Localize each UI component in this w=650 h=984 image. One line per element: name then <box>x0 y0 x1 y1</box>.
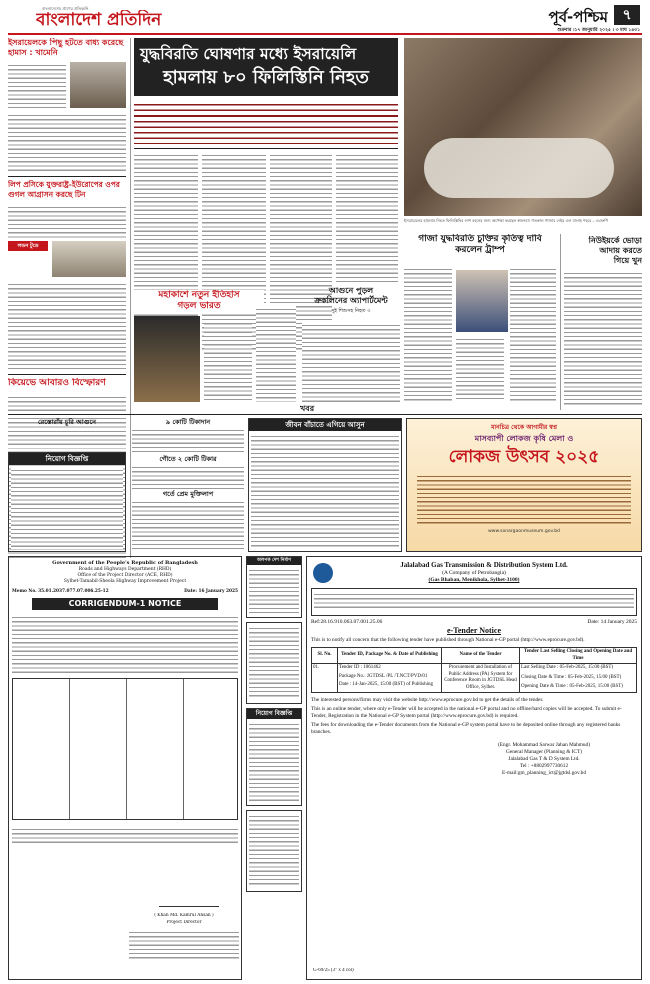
bachate-ad <box>248 418 402 552</box>
niyog-title: নিয়োগ বিজ্ঞপ্তি <box>9 453 125 465</box>
space-photo <box>134 316 200 402</box>
gov-heading: Government of the People's Republic of Bangladesh <box>52 560 198 566</box>
story2-photo <box>52 241 126 277</box>
sign-name: (Engr. Mohammad Sarwar Jahan Mahmud) <box>498 742 590 748</box>
newspaper-logo: বাংলাদেশ প্রতিদিন <box>36 10 162 30</box>
trump-photo <box>456 270 508 332</box>
sign-email: E-mail:gm_planning_ict@jgtdsl.gov.bd <box>502 770 586 776</box>
lokaj-title: লোকজ উৎসব ২০২৫ <box>448 447 600 467</box>
fire-headline <box>302 286 400 316</box>
section-name: পূর্ব-পশ্চিম <box>548 8 608 26</box>
etender-intro: This is to notify all concern that the following tender have published through National e-GP portal (http://www.eprocure.gov.bd). <box>311 637 585 643</box>
tagline: বাংলাদেশের প্রাণের প্রতিধ্বনি <box>42 6 89 11</box>
lokaj-ad <box>406 418 642 552</box>
gov-sub3: Sylhet-Tamabil-Sheola Highway Improvement Project <box>63 579 187 584</box>
row-pub: Date : 14-Jan-2025, 15:00 (BST) of Publishing <box>339 682 434 687</box>
gaza-text-col3 <box>510 266 556 402</box>
lokaj-top: মানচিত্র থেকে আগামীর স্বপ্ন <box>491 424 557 431</box>
khamenei-photo <box>70 62 126 108</box>
gov-date: Date: 16 January 2025 <box>184 589 238 594</box>
niyog-ad <box>8 452 126 552</box>
fire-headline-line1: আগুনে পুড়ল <box>328 286 374 295</box>
gd-code: G-69/25 (3" x 4 col) <box>313 968 354 973</box>
rhd-notice <box>8 556 242 980</box>
fire-subheadline: দুই শিশুসহ নিহত ৩ <box>331 308 371 314</box>
jgtdsl-logo <box>313 563 333 583</box>
gov-memo: Memo No. 35.01.2037.077.07.006.25-12 <box>12 589 109 594</box>
jgtdsl-sub: (A Company of Petrobangla) <box>442 570 506 576</box>
row-name: Procurement and Installation of Public Address (PA) System for Conference Room in JGTDSL Head Office, Sylhet. <box>442 664 520 693</box>
lokaj-sub: মাসব্যাপী লোকজ কৃষি মেলা ও <box>474 434 574 443</box>
gaza-text-col1 <box>404 266 452 402</box>
space-text-col1 <box>204 316 252 402</box>
space-headline-line2: গড়ল ভারত <box>177 301 221 311</box>
etender-title: e-Tender Notice <box>447 626 501 635</box>
corrigendum-title: CORRIGENDUM-1 NOTICE <box>32 598 218 610</box>
masthead-rule <box>8 33 642 35</box>
story3-headline: কিয়েভে আবারও বিস্ফোরণ <box>8 378 106 388</box>
story2-text <box>8 204 126 238</box>
space-text-col2 <box>256 306 296 402</box>
khan-sign: ( Khan Md. Kamrul Ahsan ) <box>154 913 214 918</box>
bottom-col1-text <box>8 428 126 448</box>
main-lede <box>134 100 398 144</box>
khobor-label: খবর <box>300 404 315 413</box>
main-headline-line1: যুদ্ধবিরতি ঘোষণার মধ্যে ইসরায়েলি <box>140 45 357 63</box>
main-photo-caption: ইসরায়েলের হামলার নিহত ফিলিস্তিনির লাশ বহনের জন্য অপেক্ষা করছেন স্বজনরা। গতকাল গাজার দেইর এল বালাহ শহরে – এএফপি <box>404 218 609 223</box>
bachate-title: জীবন বাঁচাতে এগিয়ে আসুন <box>249 419 401 431</box>
sign-title: General Manager (Planning & ICT) <box>506 749 582 755</box>
gov-sub2: Office of the Project Director (ACE, RHD) <box>77 573 173 578</box>
lokaj-url: www.sonargaonmuseum.gov.bd <box>488 529 560 534</box>
main-headline-line2: হামলায় ৮০ ফিলিস্তিনি নিহত <box>163 67 369 88</box>
gaza-text-col2 <box>456 336 504 402</box>
nyc-headline-line2: আদায় করতে <box>599 246 642 255</box>
th-last: Tender Last Selling Closing and Opening Date and Time <box>520 648 637 664</box>
gaza-headline: গাজা যুদ্ধবিরতি চুক্তির কৃতিত্ব দাবি করলেন ট্রাম্প <box>418 234 542 255</box>
jgtdsl-name: Jalalabad Gas Transmission & Distribution System Ltd. <box>400 561 568 569</box>
th-sl: Sl. No. <box>312 648 338 664</box>
etender-note2: This is an online tender, where only e-Tender will be accepted in the national e-GP portal and no offline/hard copies will be accepted. To submit e-Tender, Registration in the National e-GP System portal (http://www.eprocure.gov.bd) is required. <box>311 706 622 719</box>
space-headline <box>134 290 264 312</box>
main-body-col4 <box>336 152 398 282</box>
bottom-col2-headline: ৯ কোটি টিকাদান <box>165 418 211 426</box>
main-headline <box>134 38 398 96</box>
main-photo <box>404 38 642 216</box>
bottom-col2 <box>132 418 244 552</box>
sign-tel: Tel : +8802997730612 <box>519 763 569 769</box>
jgtdsl-addr: (Gas Bhaban, Menikhola, Sylhet-3100) <box>428 577 520 583</box>
nyc-headline-line3: গিয়ে খুন <box>613 256 642 265</box>
space-headline-line1: মহাকাশে নতুন ইতিহাস <box>158 290 240 300</box>
story1-text-cont <box>8 112 126 172</box>
jgtdsl-etender <box>306 556 642 980</box>
signature-mark <box>159 887 219 907</box>
niyog2-title: নিয়োগ বিজ্ঞপ্তি <box>247 709 301 719</box>
row-tender-id: Tender ID : 1061462 <box>339 665 381 670</box>
nyc-headline-line1: নিউইয়র্কে ভোড়া <box>588 236 642 245</box>
th-tender: Tender ID, Package No. & Date of Publishing <box>338 648 442 664</box>
dateline: শুক্রবার ।১৭ জানুয়ারি ২০২৫ । ৩ মাঘ ১৪৩১ <box>557 28 640 33</box>
jgtdsl-ref: Ref:28.16.910.063.07.001.25.06 <box>311 619 383 625</box>
story2-tag: লন্ডন টুডে <box>8 241 48 251</box>
sign-company: Jalalabad Gas T & D System Ltd. <box>508 756 580 762</box>
bottom-col2-headline2: গৌতে ২ কোটি টিকার <box>159 455 217 463</box>
th-name: Name of the Tender <box>442 648 520 664</box>
etender-note1: The interested persons/firms may visit the website http://www.eprocure.gov.bd to get the details of the tender. <box>311 697 544 703</box>
etender-table <box>311 647 637 693</box>
row-open: Opening Date & Time : 05-Feb-2025, 15:00 (BST) <box>521 684 623 689</box>
etender-note3: The fees for downloading the e-Tender documents from the National e-GP system portal have to be deposited online through any registered banks branches. <box>311 722 621 735</box>
row-sl: 01. <box>312 664 338 693</box>
row-package: Package No.: JGTDSL /PL /T.NCT/PVD/01 <box>339 673 428 679</box>
bottom-col1-headline: রেস্তোরাঁয় চুরি আগুনে <box>38 418 96 426</box>
masthead <box>8 4 642 34</box>
gov-sub1: Roads and Highways Department (RHD) <box>78 567 172 572</box>
page-number: ৭ <box>614 5 640 25</box>
row-close: Closing Date & Time : 05-Feb-2025, 15:00 (BST) <box>521 674 622 680</box>
nyc-headline <box>564 236 642 266</box>
fire-text <box>302 322 400 402</box>
row-last: Last Selling Date : 05-Feb-2025, 15:00 (BST) <box>521 665 614 670</box>
story1-headline: ইসরায়েলকে পিছু হটতে বাধ্য করেছে হামাস : খামেনি <box>8 38 124 57</box>
fire-headline-line2: ক্রকলিনের অ্যাপার্টমেন্ট <box>314 296 388 305</box>
small-ads-column <box>246 556 302 980</box>
bottom-col2-headline3: গর্তে প্রেম মুক্তিলাপ <box>162 490 214 498</box>
jgtdsl-date: Date: 14 January 2025 <box>587 619 637 625</box>
story1-text <box>8 62 66 108</box>
story2-text-cont <box>8 281 126 371</box>
khan-title: Project Director <box>166 920 202 925</box>
nyc-text <box>564 270 642 406</box>
story2-headline: লিপ প্রসিকে যুক্তরাষ্ট্র-ইউরোপের ওপর গুগল আগ্রাসন করছে টিন <box>8 180 120 199</box>
sotta-ad: অলপক দেশ নির্মাণ <box>247 557 301 565</box>
